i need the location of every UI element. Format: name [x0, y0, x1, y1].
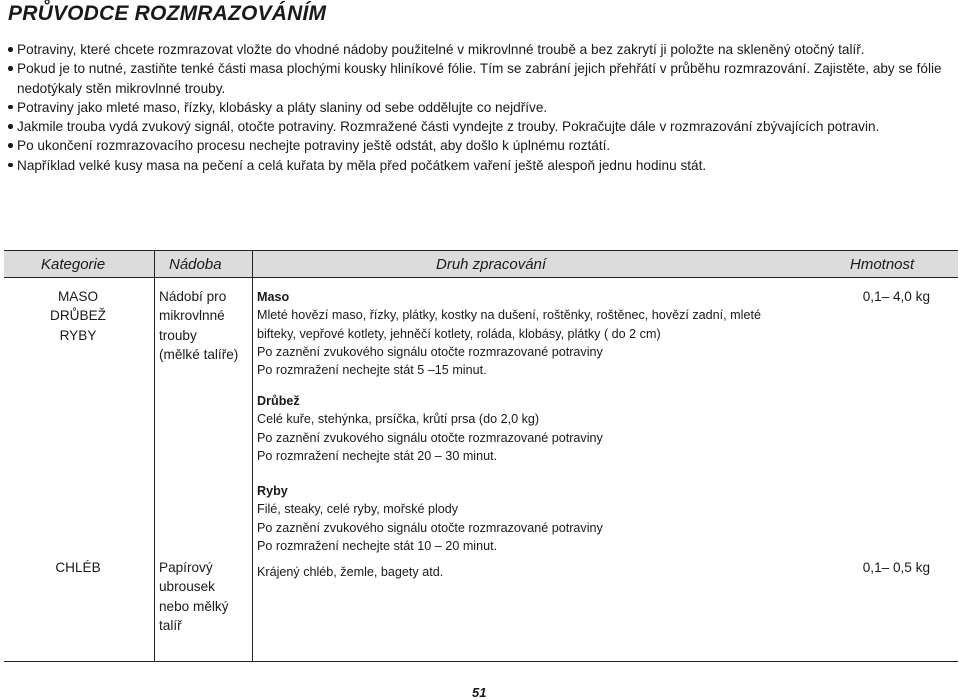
- instruction-list: [8, 40, 943, 175]
- header-category: Kategorie: [41, 256, 106, 273]
- list-item: Potraviny, které chcete rozmrazovat vložte do vhodné nádoby použitelné v mikrovlnné troubě a bez zakrytí ji položte na skleněný otočný talíř.: [8, 40, 943, 59]
- processing-block-fish: [257, 482, 817, 555]
- container-line: trouby: [159, 327, 197, 343]
- container-cell: [159, 558, 253, 635]
- category-cell: [4, 287, 152, 345]
- container-line: (mělké talíře): [159, 346, 239, 362]
- block-line: Po zaznění zvukového signálu otočte rozmrazované potraviny: [257, 520, 603, 535]
- processing-block-bread: [257, 563, 817, 581]
- weight-cell: 0,1– 4,0 kg: [862, 289, 930, 304]
- container-line: Nádobí pro: [159, 289, 227, 304]
- block-line: Celé kuře, stehýnka, prsíčka, krůtí prsa (do 2,0 kg): [257, 412, 540, 427]
- category-cell: [4, 558, 152, 577]
- list-item: Pokud je to nutné, zastiňte tenké části masa plochými kousky hliníkové fólie. Tím se zabrání jejich přehřátí v průběhu rozmrazování. Zajistěte, aby se fólie nedotýkaly stěn mikrovlnné trouby.: [8, 59, 943, 98]
- block-line: Po rozmražení nechejte stát 10 – 20 minut.: [257, 538, 498, 553]
- header-weight: Hmotnost: [850, 256, 915, 273]
- list-item: Jakmile trouba vydá zvukový signál, otočte potraviny. Rozmražené části vyndejte z trouby. Pokračujte dále v rozmrazování zbývajících potravin.: [8, 117, 943, 136]
- block-title: Drůbež: [257, 394, 300, 408]
- container-cell: [159, 287, 253, 364]
- container-line: ubrousek: [159, 579, 215, 595]
- category-name: CHLÉB: [55, 560, 101, 575]
- table-header: [4, 251, 958, 278]
- header-container: Nádoba: [169, 256, 222, 273]
- block-line: Krájený chléb, žemle, bagety atd.: [257, 565, 444, 579]
- defrost-table: [4, 250, 958, 662]
- list-item: Potraviny jako mleté maso, řízky, klobásky a pláty slaniny od sebe oddělujte co nejdříve.: [8, 98, 943, 117]
- container-line: talíř: [159, 617, 182, 633]
- category-name: DRŮBEŽ: [50, 308, 106, 324]
- weight-cell: 0,1– 0,5 kg: [862, 560, 930, 575]
- block-line: bifteky, vepřové kotlety, jehněčí kotlety, roláda, klobásy, plátky ( do 2 cm): [257, 326, 661, 341]
- header-processing: Druh zpracování: [436, 256, 547, 273]
- processing-block-poultry: [257, 392, 817, 465]
- block-line: Po zaznění zvukového signálu otočte rozmrazované potraviny: [257, 430, 603, 445]
- block-line: Mleté hovězí maso, řízky, plátky, kostky na dušení, roštěnky, roštěnec, hovězí zadní, mleté: [257, 308, 761, 323]
- block-line: Po rozmražení nechejte stát 5 –15 minut.: [257, 363, 487, 378]
- processing-block-meat: [257, 288, 817, 379]
- container-line: mikrovlnné: [159, 308, 225, 324]
- block-title: Ryby: [257, 484, 288, 498]
- category-name: MASO: [57, 289, 99, 304]
- column-divider: [154, 251, 155, 661]
- page-title: PRŮVODCE ROZMRAZOVÁNÍM: [8, 2, 327, 25]
- page-number: 51: [472, 685, 487, 700]
- category-name: RYBY: [59, 327, 97, 343]
- block-line: Filé, steaky, celé ryby, mořské plody: [257, 502, 459, 517]
- block-line: Po zaznění zvukového signálu otočte rozmrazované potraviny: [257, 344, 603, 359]
- container-line: nebo mělký: [159, 598, 229, 614]
- list-item: Například velké kusy masa na pečení a celá kuřata by měla před počátkem vaření ještě alespoň jednu hodinu stát.: [8, 156, 943, 175]
- container-line: Papírový: [159, 560, 213, 575]
- list-item: Po ukončení rozmrazovacího procesu nechejte potraviny ještě odstát, aby došlo k úplnému roztátí.: [8, 136, 943, 155]
- block-title: Maso: [257, 290, 290, 304]
- block-line: Po rozmražení nechejte stát 20 – 30 minut.: [257, 448, 498, 463]
